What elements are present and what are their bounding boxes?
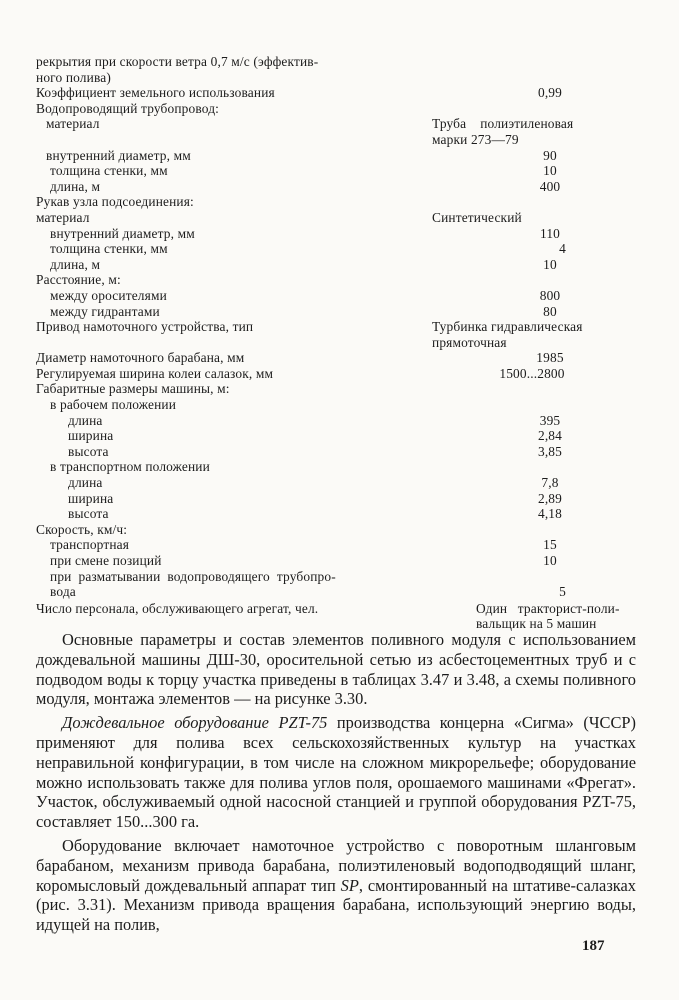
spec-row (36, 132, 636, 148)
spec-value: 2,84 (537, 428, 563, 444)
spec-value: Синтетический (432, 209, 522, 225)
spec-value: 110 (539, 225, 561, 241)
spec-label: длина, м (50, 178, 101, 194)
spec-row (36, 553, 636, 569)
spec-row (36, 319, 636, 335)
spec-row (36, 101, 636, 117)
body-text (36, 630, 636, 939)
spec-label: Регулируемая ширина колеи салазок, мм (36, 365, 274, 381)
spec-value: 4 (559, 241, 566, 257)
spec-row (36, 179, 636, 195)
spec-label: толщина стенки, мм (50, 241, 168, 257)
spec-value: Один тракторист-поли- (476, 600, 620, 616)
spec-row (36, 522, 636, 538)
spec-row (36, 569, 636, 585)
spec-label: длина (68, 412, 103, 428)
spec-row (36, 116, 636, 132)
spec-label: Габаритные размеры машины, м: (36, 381, 230, 397)
spec-row (36, 54, 636, 70)
spec-row (36, 584, 636, 600)
spec-label: внутренний диаметр, мм (50, 225, 195, 241)
spec-row (36, 148, 636, 164)
spec-value: 80 (543, 303, 557, 319)
spec-row (36, 459, 636, 475)
spec-row (36, 444, 636, 460)
page-number: 187 (582, 938, 605, 954)
spec-label: Диаметр намоточного барабана, мм (36, 350, 245, 366)
spec-value: Труба полиэтиленовая (432, 116, 574, 132)
spec-row (36, 366, 636, 382)
spec-table (36, 54, 636, 632)
spec-row (36, 210, 636, 226)
spec-value: 800 (539, 287, 561, 303)
spec-value: вальщик на 5 машин (476, 616, 597, 632)
spec-label: рекрытия при скорости ветра 0,7 м/с (эффектив- (36, 54, 319, 69)
spec-row (36, 537, 636, 553)
spec-label: длина, м (50, 256, 101, 272)
spec-row (36, 428, 636, 444)
spec-label: Расстояние, м: (36, 272, 121, 288)
spec-label: транспортная (50, 537, 130, 553)
spec-label: длина (68, 475, 103, 491)
spec-label: Число персонала, обслуживающего агрегат, чел. (36, 600, 319, 616)
spec-row (36, 226, 636, 242)
spec-label: материал (36, 209, 90, 225)
spec-row (36, 241, 636, 257)
spec-value: 395 (539, 412, 561, 428)
spec-value: 1500...2800 (499, 365, 565, 381)
spec-label: внутренний диаметр, мм (46, 147, 191, 163)
spec-value: 10 (543, 163, 557, 179)
spec-row (36, 475, 636, 491)
spec-label: при смене позиций (50, 553, 162, 568)
spec-value: 0,99 (537, 85, 563, 101)
spec-row (36, 257, 636, 273)
spec-row (36, 397, 636, 413)
spec-label: между гидрантами (50, 303, 160, 319)
spec-label: между оросителями (50, 287, 167, 303)
spec-label: материал (46, 116, 100, 132)
spec-label: Скорость, км/ч: (36, 521, 128, 537)
spec-row (36, 70, 636, 86)
paragraph (36, 713, 636, 832)
spec-label: Рукав узла подсоединения: (36, 194, 194, 210)
spec-value: 4,18 (537, 506, 563, 522)
spec-row (36, 163, 636, 179)
spec-row (36, 288, 636, 304)
spec-label: Водопроводящий трубопровод: (36, 100, 220, 116)
spec-label: ного полива) (36, 69, 111, 85)
emphasis: PZT-75 (278, 713, 328, 733)
paragraph-text: производства концерна «Сигма» (ЧССР) применяют для полива всех сельскохозяйственных культур на участках неправильной конфигурации, в том числе на сложном микрорельефе; оборудование можно использовать также для полива углов поля, орошаемого машинами «Фрегат». Участок, обслуживаемый одной насосной станцией и группой оборудования PZT-75, составляет 150...300 га. (36, 713, 636, 832)
spec-row (36, 350, 636, 366)
spec-row (36, 381, 636, 397)
spec-row (36, 491, 636, 507)
paragraph (36, 836, 636, 935)
emphasis: Дождевальное оборудование (62, 713, 269, 733)
spec-label: при разматывании водопроводящего трубопро- (50, 568, 336, 584)
spec-value: 5 (559, 584, 566, 600)
spec-value: 10 (543, 553, 557, 568)
spec-row (36, 304, 636, 320)
spec-value: 1985 (536, 350, 564, 366)
spec-row (36, 272, 636, 288)
spec-label: в рабочем положении (50, 397, 177, 413)
spec-value: 2,89 (537, 490, 563, 506)
spec-value: прямоточная (432, 334, 507, 350)
spec-row (36, 335, 636, 351)
spec-label: высота (68, 443, 109, 459)
spec-label: Коэффициент земельного использования (36, 85, 275, 101)
spec-value: 7,8 (541, 475, 559, 491)
spec-row (36, 506, 636, 522)
spec-value: 400 (539, 178, 561, 194)
paragraph-text: Оборудование включает намоточное устройство с поворотным шланговым барабаном, механизм привода барабана, полиэтиленовый водоподводящий шланг, коромысловый дождевальный аппарат тип (36, 835, 636, 895)
spec-label: в транспортном положении (50, 459, 210, 475)
spec-label: толщина стенки, мм (50, 163, 168, 179)
spec-value: 10 (543, 256, 557, 272)
spec-row (36, 601, 636, 617)
spec-label: Привод намоточного устройства, тип (36, 319, 254, 335)
spec-label: вода (50, 584, 76, 600)
spec-label: ширина (68, 490, 114, 506)
spec-row (36, 85, 636, 101)
spec-label: ширина (68, 428, 114, 444)
spec-value: Турбинка гидравлическая (432, 319, 583, 335)
spec-label: высота (68, 506, 109, 522)
paragraph: Основные параметры и состав элементов поливного модуля с использованием дождевальной машины ДШ-30, оросительной сетью из асбестоцементных труб и с подводом воды к торцу участка приведены в таблицах 3.47 и 3.48, а схемы поливного модуля, монтажа элементов — на рисунке 3.30. (36, 630, 636, 709)
spec-value: марки 273—79 (432, 131, 519, 147)
spec-row (36, 194, 636, 210)
spec-row (36, 413, 636, 429)
paragraph-text: , смонтированный на штативе-салазках (рис. 3.31). Механизм привода вращения барабана, использующий энергию воды, идущей на полив, (36, 875, 636, 935)
spec-value: 90 (543, 147, 557, 163)
spec-value: 3,85 (537, 443, 563, 459)
emphasis: SP (340, 875, 359, 895)
spec-value: 15 (543, 537, 557, 553)
